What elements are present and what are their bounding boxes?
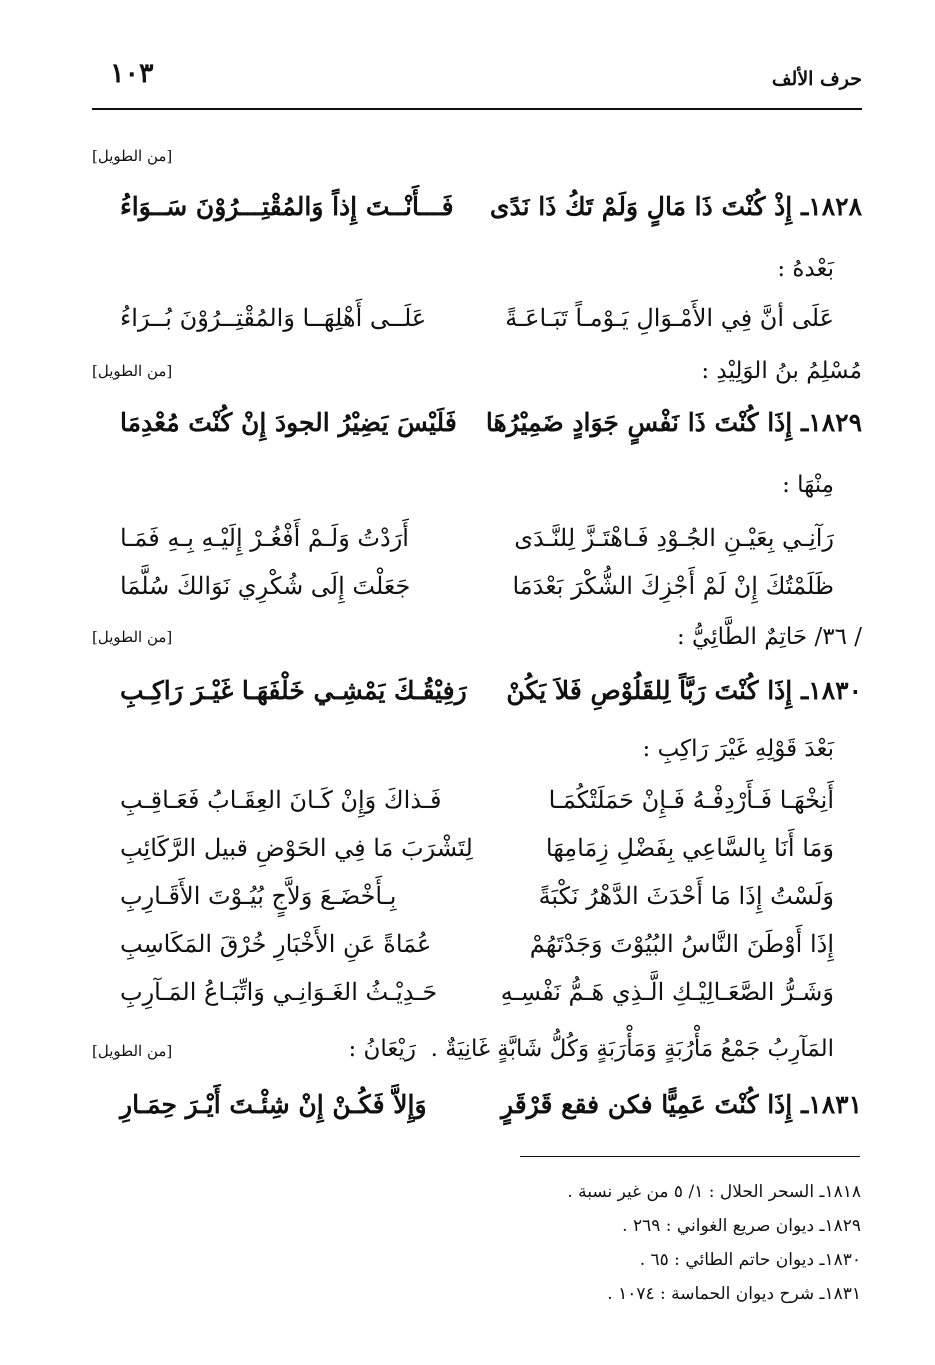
gloss-text: المَآرِبُ جَمْعُ مَأْرُبَةٍ وَمَأْرَبَةٍ وَكُلُّ شَابَّةٍ غَانِيَةٌ . [430,1036,834,1062]
note-line [92,472,862,508]
verse-1829 [92,408,862,448]
footnote: ١٨١٨ـ السحر الحلال : ١/ ٥ من غير نسبة . [567,1182,861,1202]
verse-1828 [92,192,862,232]
gloss-line [92,1036,862,1072]
note-text: بَعْدَ قَوْلِهِ غَيْرَ رَاكِبِ : [642,736,834,762]
verse-1831 [92,1090,862,1130]
note-text: بَعْدهُ : [777,256,834,282]
hemistich-left: فَـــأَنْــتَ إِذاً وَالمُقْتِـــرُوْنَ سَــوَاءُ [120,192,454,221]
hemistich-left: وَإِلاَّ فَكُـنْ إِنْ شِئْـتَ أَيْـرَ حِمَـارِ [120,1090,427,1119]
verse-line [92,572,862,612]
verse-number: ١٨٣١ـ [800,1090,862,1119]
note-line [92,256,862,292]
note-line [92,736,862,772]
note-text: مِنْهَا : [782,472,834,498]
poet-line [92,358,862,394]
meter-label: [من الطويل] [92,147,173,165]
section-title: حرف الألف [771,68,862,90]
hemistich-right: أَنِخْهَـا فَـأَرْدِفْـهُ فَـإِنْ حَمَلَتْكُمَـا [548,786,834,814]
verse-line [92,304,862,344]
poet-line [92,624,862,660]
hemistich-left: عَلَــى أَهْلِهَــا وَالمُقْتِــرُوْنَ بُــرَاءُ [120,304,427,332]
meter-label: [من الطويل] [92,1042,173,1060]
hemistich-right: رَآنِـي بِعَيْـنِ الجُـوْدِ فَـاهْتَـزَّ لِلنَّـدَى [514,524,834,552]
verse-number: ١٨٣٠ـ [800,676,862,705]
verse-number: ١٨٢٩ـ [800,408,862,437]
hemistich-left: أَرَدْتُ وَلَـمْ أَفْغُـرْ إِلَيْـهِ بِـهِ فَمَـا [120,524,409,552]
hemistich-right: إِذَا كُنْتَ عَمِيًّا فكن فقع قَرْقَرٍ [500,1090,793,1119]
hemistich-right: عَلَى أنَّ فِي الأَمْـوَالِ يَـوْمـاً تَبَـاعَـةً [505,304,834,332]
running-header [92,58,862,94]
hemistich-right: إِذْ كُنْتَ ذَا مَالٍ وَلَمْ تَكُ ذَا نَدًى [489,192,793,221]
hemistich-right: إِذَا أَوْطَنَ النَّاسُ البُيُوْتَ وَجَدْتَهُمْ [529,930,834,958]
hemistich-left: حَـدِيْـثُ الغَـوَانِـي وَاتِّبَـاعُ المَـآرِبِ [120,978,438,1006]
verse-line [92,834,862,874]
footnote: ١٨٢٩ـ ديوان صريع الغواني : ٢٦٩ . [622,1216,861,1236]
poet-name: رَيْعَانُ : [348,1036,417,1062]
verse-line [92,524,862,564]
footnote-rule [520,1156,860,1157]
hemistich-right: إِذَا كُنْتَ رَبَّاً لِلقَلُوْصِ فَلاَ يَكُنْ [506,676,793,705]
verse-number: ١٨٢٨ـ [800,192,862,221]
page-number: ١٠٣ [110,58,154,89]
meter-label: [من الطويل] [92,362,173,380]
hemistich-left: فَلَيْسَ يَضِيْرُ الجودَ إِنْ كُنْتَ مُعْدِمَا [120,408,457,437]
hemistich-right: وَشَـرُّ الصَّعَـالِيْـكِ الَّـذِي هَـمُّ نَفْسِـهِ [500,978,834,1006]
verse-line [92,882,862,922]
meter-label: [من الطويل] [92,628,173,646]
verse-line [92,930,862,970]
footnote: ١٨٣١ـ شرح ديوان الحماسة : ١٠٧٤ . [607,1284,861,1304]
hemistich-right: ظَلَمْتُكَ إِنْ لَمْ أَجْزِكَ الشُّكْرَ بَعْدَمَا [512,572,834,600]
poet-name: / ٣٦/ حَاتِمٌ الطَّائِيُّ : [677,624,862,650]
header-rule [92,108,862,110]
hemistich-left: بِـأَخْضَـعَ وَلاَّجٍ بُيُـوْتَ الأَقَـارِبِ [120,882,397,910]
hemistich-right: إِذَا كُنْتَ ذَا نَفْسٍ جَوَادٍ ضَمِيْرُهَا [485,408,793,437]
hemistich-left: جَعَلْتَ إِلَى شُكْرِي نَوَالكَ سُلَّمَا [120,572,411,600]
verse-line [92,978,862,1018]
verse-line [92,786,862,826]
hemistich-left: لِتَشْرَبَ مَا فِي الحَوْضِ قبيل الرَّكَائِبِ [120,834,473,862]
hemistich-left: فَـذاكَ وَإِنْ كَـانَ العِقَـابُ فَعَـاقِـبِ [120,786,442,814]
hemistich-right: وَمَا أَنَا بِالسَّاعِي بِفَضْلِ زِمَامِهَا [545,834,834,862]
hemistich-left: عُمَاةً عَنِ الأَخْبَارِ خُرْقَ المَكَاسِبِ [120,930,432,958]
footnote: ١٨٣٠ـ ديوان حاتم الطائي : ٦٥ . [639,1250,861,1270]
verse-1830 [92,676,862,716]
hemistich-left: رَفِيْقُـكَ يَمْشِـي خَلْفَهَـا غَيْـرَ رَاكِـبِ [120,676,467,705]
poet-name: مُسْلِمُ بنُ الوَلِيْدِ : [701,358,862,384]
hemistich-right: وَلَسْتُ إِذَا مَا أَحْدَثَ الدَّهْرُ نَكْبَةً [538,882,834,910]
